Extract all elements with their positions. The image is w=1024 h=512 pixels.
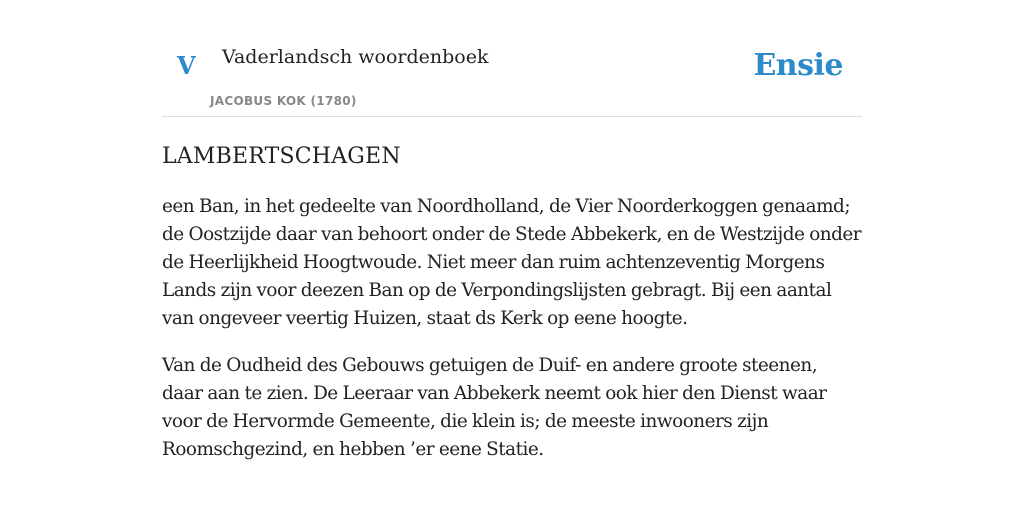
author-label: JACOBUS KOK (1780) <box>210 94 357 108</box>
letter-index-link[interactable]: V <box>177 51 196 80</box>
entry-paragraph: een Ban, in het gedeelte van Noordholland, de Vier Noorderkoggen genaamd; de Oostzijde daar van behoort onder de Stede Abbekerk, en de Westzijde onder de Heerlijkheid Hoogtwoude. Niet meer dan ruim achtenzeventig Morgens Lands zijn voor deezen Ban op de Verpondingslijsten gebragt. Bij een aantal van ongeveer veertig Huizen, staat ds Kerk op eene hoogte. <box>162 196 862 329</box>
ensie-logo-link[interactable]: Ensie <box>753 48 843 83</box>
entry-paragraph: Van de Oudheid des Gebouws getuigen de Duif- en andere groote steenen, daar aan te zien. De Leeraar van Abbekerk neemt ook hier den Dienst waar voor de Hervormde Gemeente, die klein is; de meeste inwooners zijn Roomschgezind, en hebben ’er eene Statie. <box>162 355 827 460</box>
header <box>162 0 862 117</box>
book-title-link[interactable]: Vaderlandsch woordenboek <box>222 46 489 68</box>
entry-title: LAMBERTSCHAGEN <box>162 144 401 169</box>
page <box>162 0 862 464</box>
